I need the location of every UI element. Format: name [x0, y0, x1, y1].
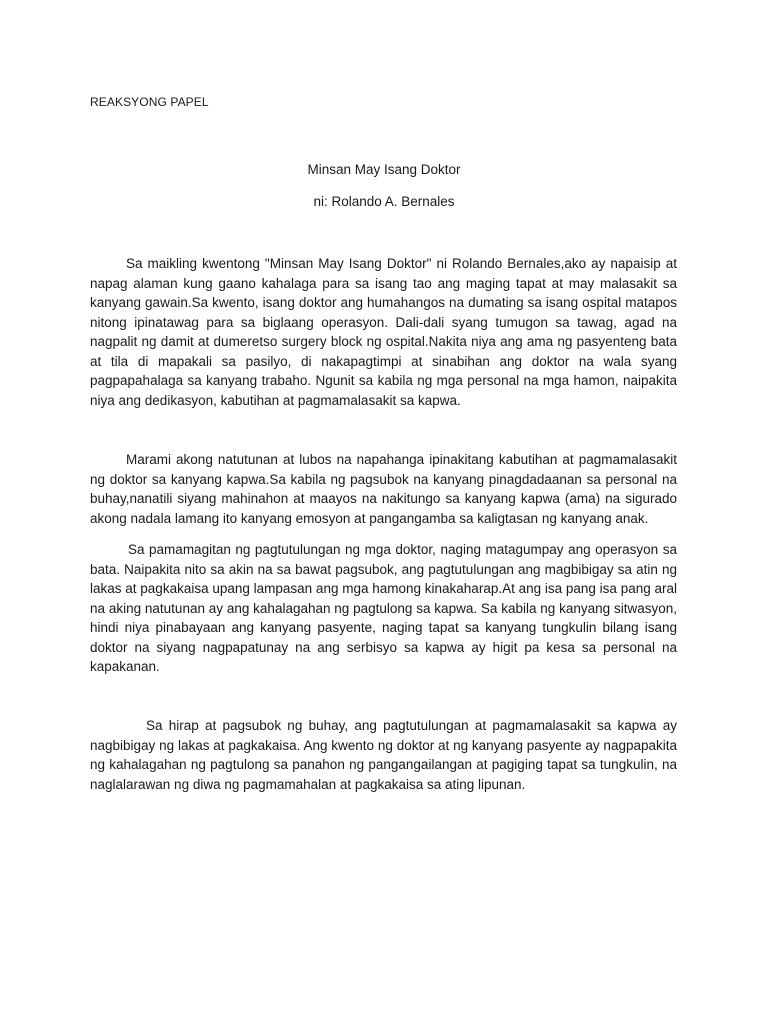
paragraph-1: Sa maikling kwentong "Minsan May Isang Doktor" ni Rolando Bernales,ako ay napaisip at napag alaman kung gaano kahalaga para sa isang tao ang maging tapat at may malasakit sa kanyang gawain.Sa kwento, isang doktor ang humahangos na dumating sa isang ospital matapos nitong ipinatawag para sa biglaang operasyon. Dali-dali syang tumugon sa tawag, agad na nagpalit ng damit at dumeretso surgery block ng ospital.Nakita niya ang ama ng pasyenteng bata at tila di mapakali sa pasilyo, di nakapagtimpi at sinabihan ang doktor na wala syang pagpapahalaga sa kanyang trabaho. Ngunit sa kabila ng mga personal na mga hamon, naipakita niya ang dedikasyon, kabutihan at pagmamalasakit sa kapwa.	[90, 256, 677, 408]
paragraph-3: Sa pamamagitan ng pagtutulungan ng mga doktor, naging matagumpay ang operasyon sa bata. Naipakita nito sa akin na sa bawat pagsubok, ang pagtutulungan ang magbibigay sa atin ng lakas at pagkakaisa upang lampasan ang mga hamong kinakaharap.At ang isa pang isa pang aral na aking natutunan ay ang kahalagahan ng pagtulong sa kapwa. Sa kabila ng kanyang sitwasyon, hindi niya pinabayaan ang kanyang pasyente, naging tapat sa kanyang tungkulin bilang isang doktor na siyang nagpapatunay na ang serbisyo sa kapwa ay higit pa kesa sa personal na kapakanan.	[90, 542, 677, 674]
document-type-label: REAKSYONG PAPEL	[90, 95, 209, 109]
author-line: ni: Rolando A. Bernales	[313, 194, 455, 209]
paragraph-2: Marami akong natutunan at lubos na napahanga ipinakitang kabutihan at pagmamalasakit ng doktor sa kanyang kapwa.Sa kabila ng pagsubok na kanyang pinagdadaanan sa personal na buhay,nanatili siyang mahinahon at maayos na nakitungo sa kanyang kapwa (ama) na sigurado akong nadala lamang ito kanyang emosyon at pangangamba sa kaligtasan ng kanyang anak.	[90, 452, 677, 526]
paragraph-4: Sa hirap at pagsubok ng buhay, ang pagtutulungan at pagmamalasakit sa kapwa ay nagbibigay ng lakas at pagkakaisa. Ang kwento ng doktor at ng kanyang pasyente ay nagpapakita ng kahalagahan ng pagtulong sa panahon ng pangangailangan at pagiging tapat sa tungkulin, na naglalarawan ng diwa ng pagmamahalan at pagkakaisa sa ating lipunan.	[90, 718, 677, 792]
document-title: Minsan May Isang Doktor	[307, 162, 461, 177]
